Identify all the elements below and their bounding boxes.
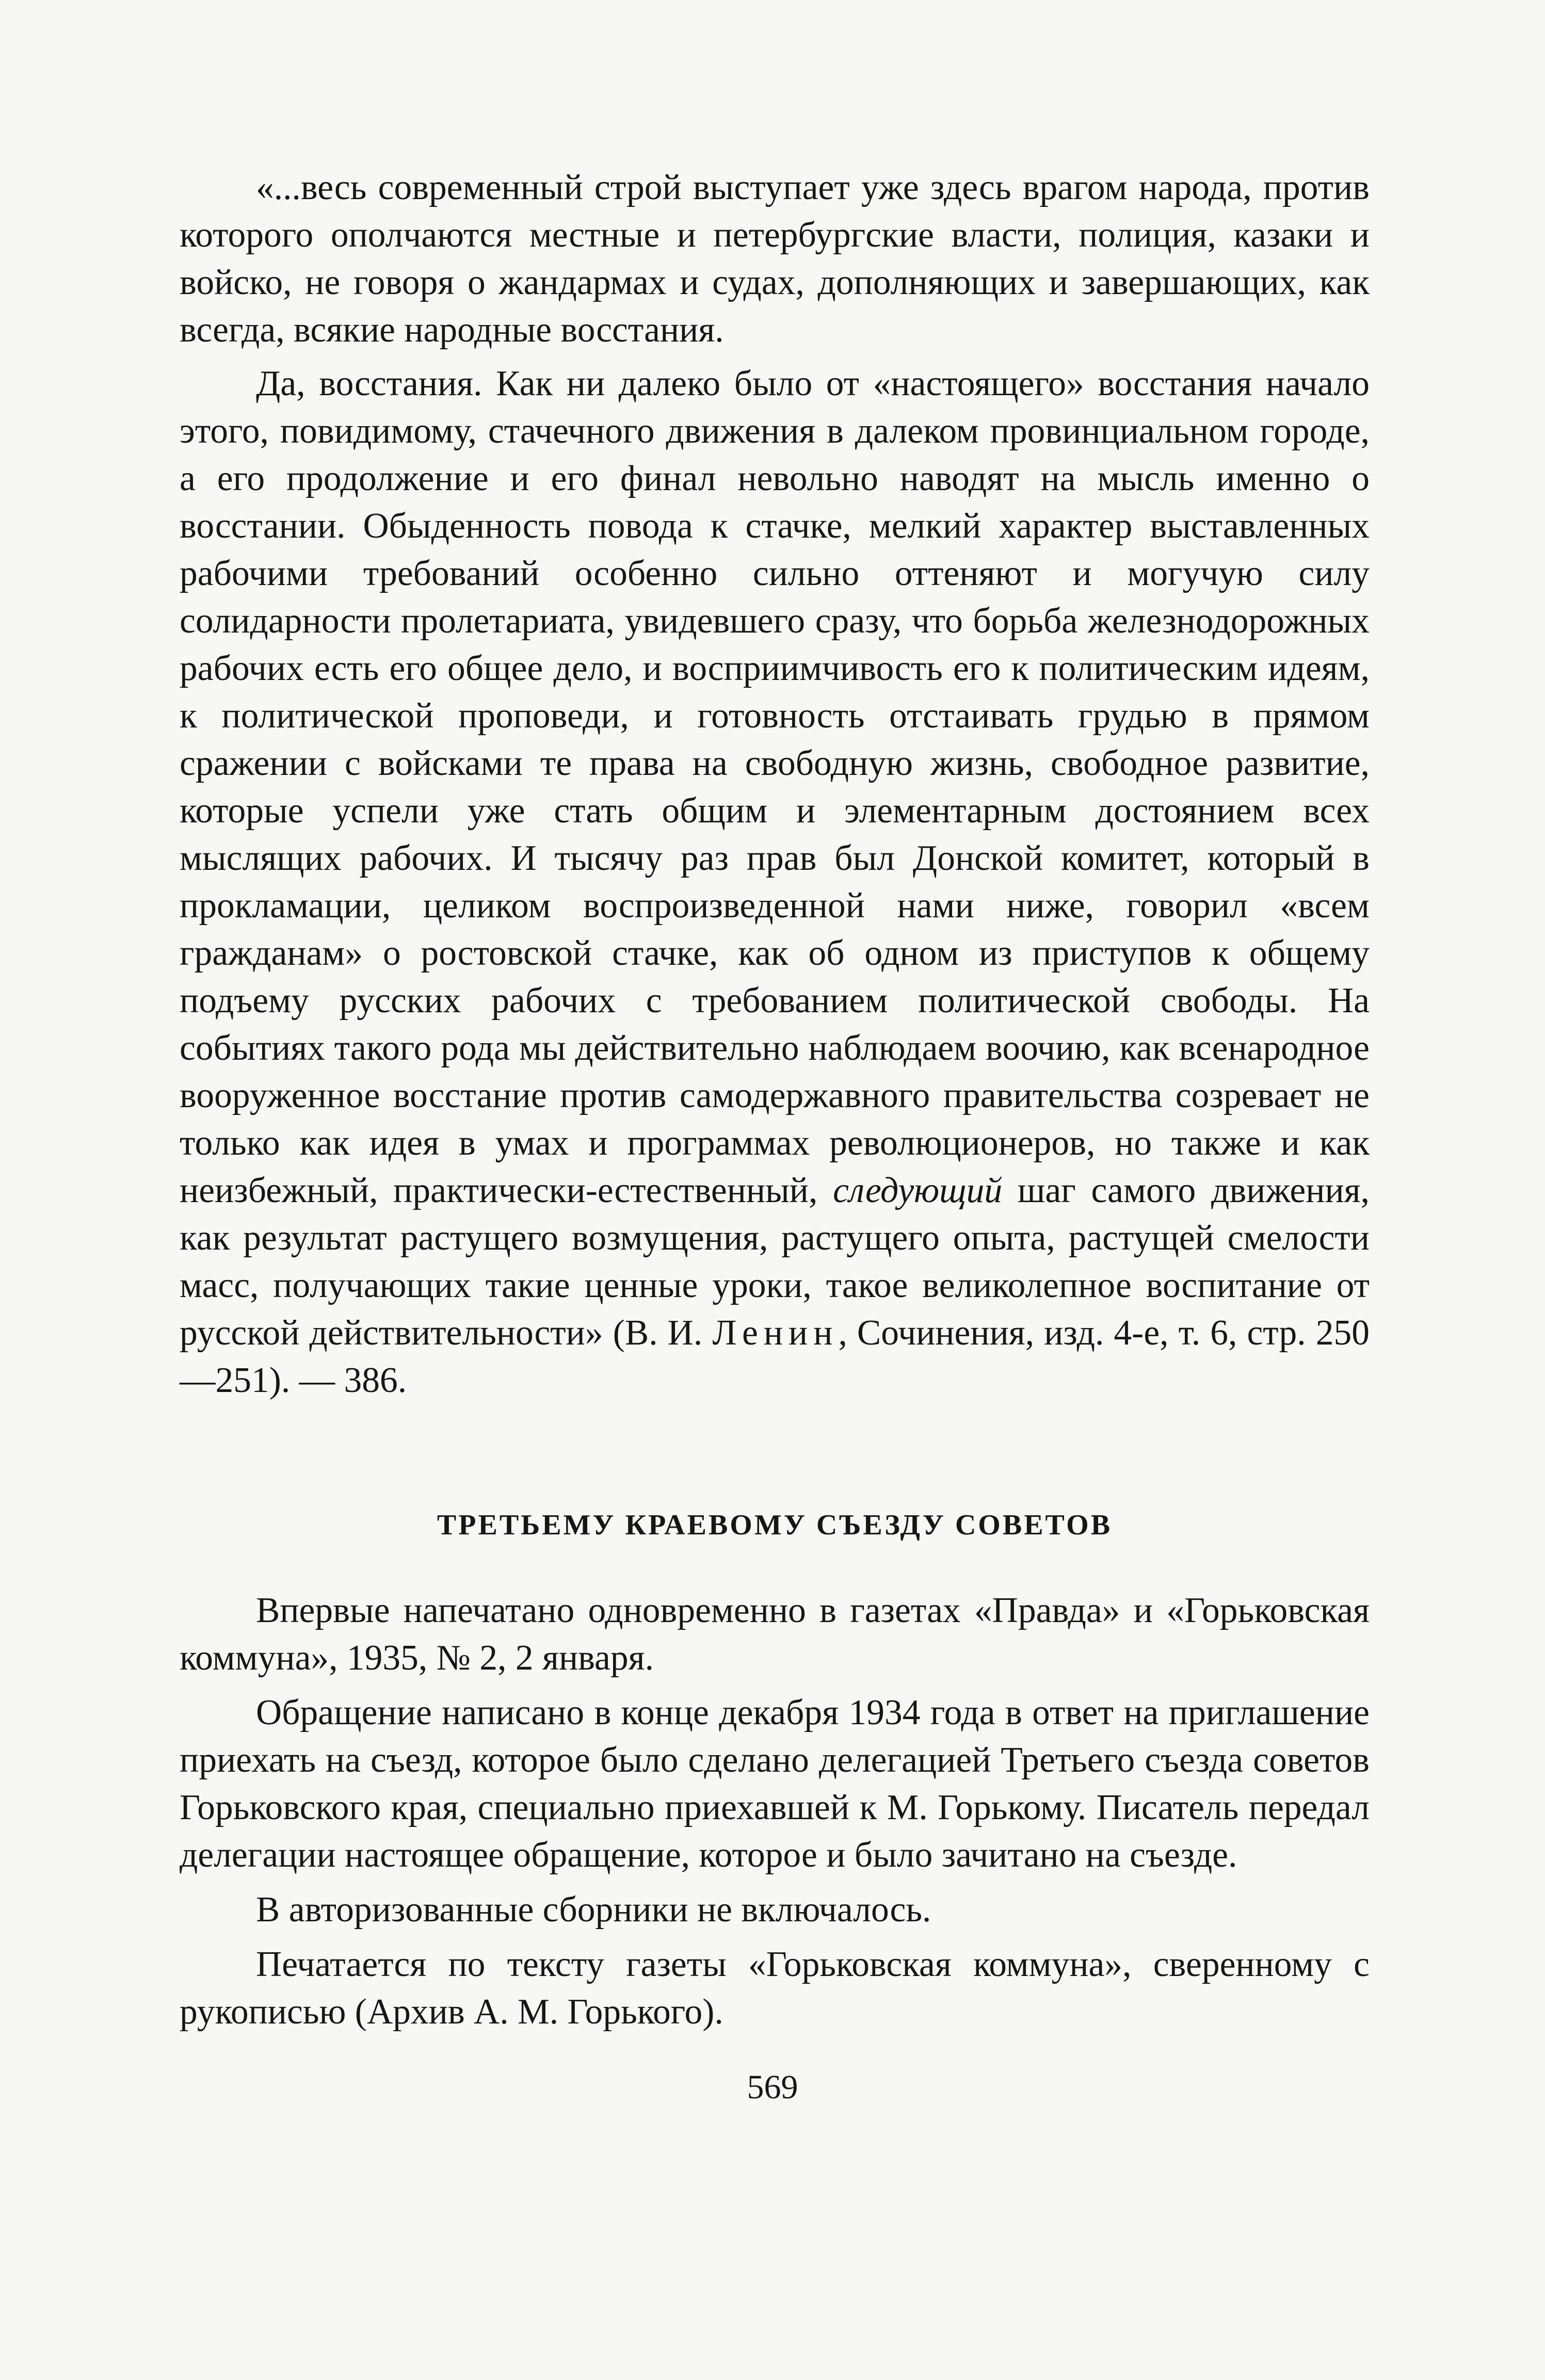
- quote-text-1: «...весь современный строй выступает уже здесь врагом народа, против которого ополчаются местные и петербургские власти, полиция, казаки и войско, не говоря о жандармах и судах, дополняющих и завершающих, как всегда, всякие народные восстания.: [180, 168, 1370, 350]
- section-paragraph-3: В авторизованные сборники не включалось.: [256, 1890, 931, 1930]
- citation-open: (В. И.: [613, 1313, 703, 1353]
- citation-author: Ленин: [712, 1313, 839, 1353]
- quote-text-2a: Да, восстания. Как ни далеко было от «настоящего» восстания начало этого, повидимому, стачечного движения в далеком провинциальном городе, а его продолжение и его финал невольно наводят на мысль именно о восстании. Обыденность повода к стачке, мелкий характер выставленных рабочими требований особенно сильно оттеняют и могучую силу солидарности пролетариата, увидевшего сразу, что борьба железнодорожных рабочих есть его общее дело, и восприимчивость его к политическим идеям, к политической проповеди, и готовность отстаивать грудью в прямом сражении с войсками те права на свободную жизнь, свободное развитие, которые успели уже стать общим и элементарным достоянием всех мыслящих рабочих. И тысячу раз прав был Донской комитет, который в прокламации, целиком воспроизведенной нами ниже, говорил «всем гражданам» о ростовской стачке, как об одном из приступов к общему подъему русских рабочих с требованием политической свободы. На событиях такого рода мы действительно наблюдаем воочию, как всенародное вооруженное восстание против самодержавного правительства созревает не только как идея в умах и программах революционеров, но также и как неизбежный, практически-естественный,: [180, 364, 1370, 1210]
- page-number: 569: [747, 2068, 798, 2106]
- section-paragraph-4: Печатается по тексту газеты «Горьковская коммуна», сверенному с рукописью (Архив А. М. Горького).: [180, 1945, 1370, 2032]
- quote-paragraph-2: [180, 360, 1370, 1404]
- quote-paragraph-1: [180, 164, 1370, 354]
- page-body: [180, 164, 1370, 2036]
- citation-rest: , Сочинения, изд. 4-е, т. 6, стр. 250—251). — 386.: [180, 1313, 1370, 1400]
- section-paragraph-2: Обращение написано в конце декабря 1934 года в ответ на приглашение приехать на съезд, которое было сделано делегацией Третьего съезда советов Горьковского края, специально приехавшей к М. Горькому. Писатель передал делегации настоящее обращение, которое и было зачитано на съезде.: [180, 1693, 1370, 1875]
- section-paragraph-1: Впервые напечатано одновременно в газетах «Правда» и «Горьковская коммуна», 1935, № 2, 2 января.: [180, 1591, 1370, 1678]
- quote-text-2b: шаг самого движения, как результат растущего возмущения, растущего опыта, растущей смелости масс, получающих такие ценные уроки, такое великолепное воспитание от русской действительности»: [180, 1171, 1370, 1353]
- section-heading: ТРЕТЬЕМУ КРАЕВОМУ СЪЕЗДУ СОВЕТОВ: [437, 1509, 1113, 1541]
- quote-italic-word: следующий: [833, 1171, 1003, 1210]
